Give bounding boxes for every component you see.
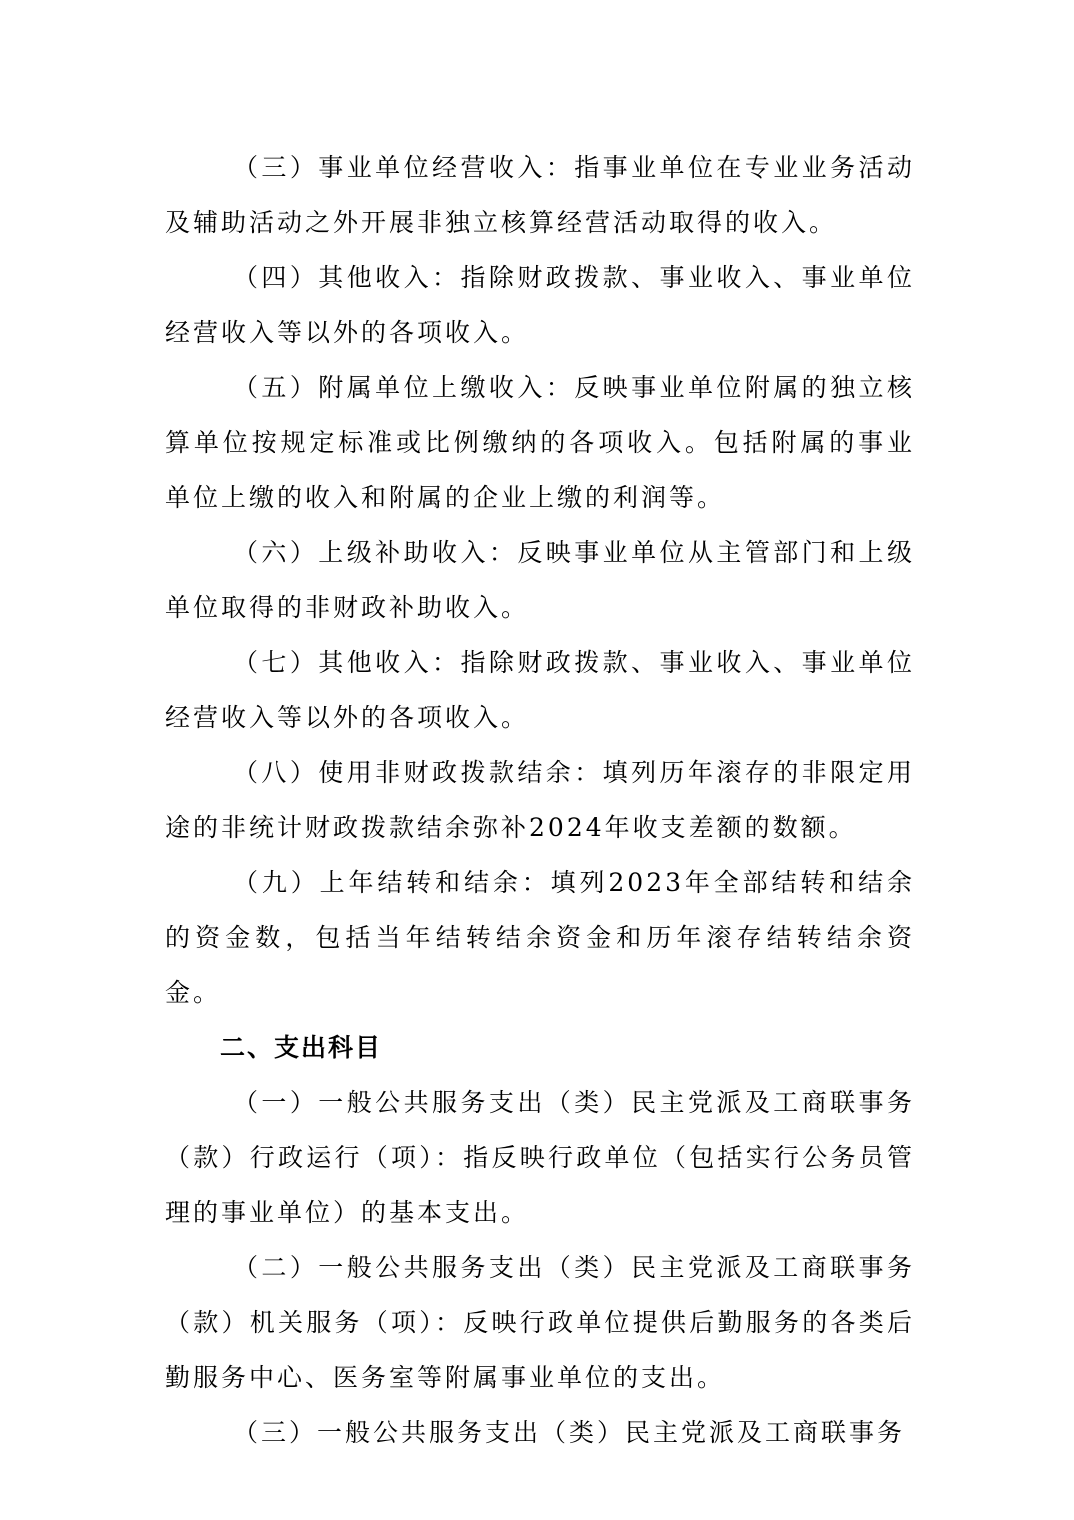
paragraph-subsidiary-income: （五）附属单位上缴收入：反映事业单位附属的独立核算单位按规定标准或比例缴纳的各项收入。包括附属的事业单位上缴的收入和附属的企业上缴的利润等。: [165, 373, 915, 512]
document-page: [165, 140, 915, 1460]
paragraph-business-income: （三）事业单位经营收入：指事业单位在专业业务活动及辅助活动之外开展非独立核算经营活动取得的收入。: [165, 153, 915, 237]
paragraph-general-public-services: （三）一般公共服务支出（类）民主党派及工商联事务: [233, 1418, 906, 1447]
paragraph-administrative-operation: （一）一般公共服务支出（类）民主党派及工商联事务（款）行政运行（项）：指反映行政单位（包括实行公务员管理的事业单位）的基本支出。: [165, 1088, 915, 1227]
paragraph-prior-year-carryover: （九）上年结转和结余：填列2023年全部结转和结余的资金数，包括当年结转结余资金和历年滚存结转结余资金。: [165, 868, 915, 1007]
paragraph-superior-subsidy-income: （六）上级补助收入：反映事业单位从主管部门和上级单位取得的非财政补助收入。: [165, 538, 915, 622]
paragraph-agency-services: （二）一般公共服务支出（类）民主党派及工商联事务（款）机关服务（项）：反映行政单位提供后勤服务的各类后勤服务中心、医务室等附属事业单位的支出。: [165, 1253, 915, 1392]
paragraph-other-income-2: （七）其他收入：指除财政拨款、事业收入、事业单位经营收入等以外的各项收入。: [165, 648, 915, 732]
paragraph-non-fiscal-balance: （八）使用非财政拨款结余：填列历年滚存的非限定用途的非统计财政拨款结余弥补2024年收支差额的数额。: [165, 758, 915, 842]
section-heading-expenditure: 二、支出科目: [220, 1033, 383, 1062]
paragraph-other-income: （四）其他收入：指除财政拨款、事业收入、事业单位经营收入等以外的各项收入。: [165, 263, 915, 347]
